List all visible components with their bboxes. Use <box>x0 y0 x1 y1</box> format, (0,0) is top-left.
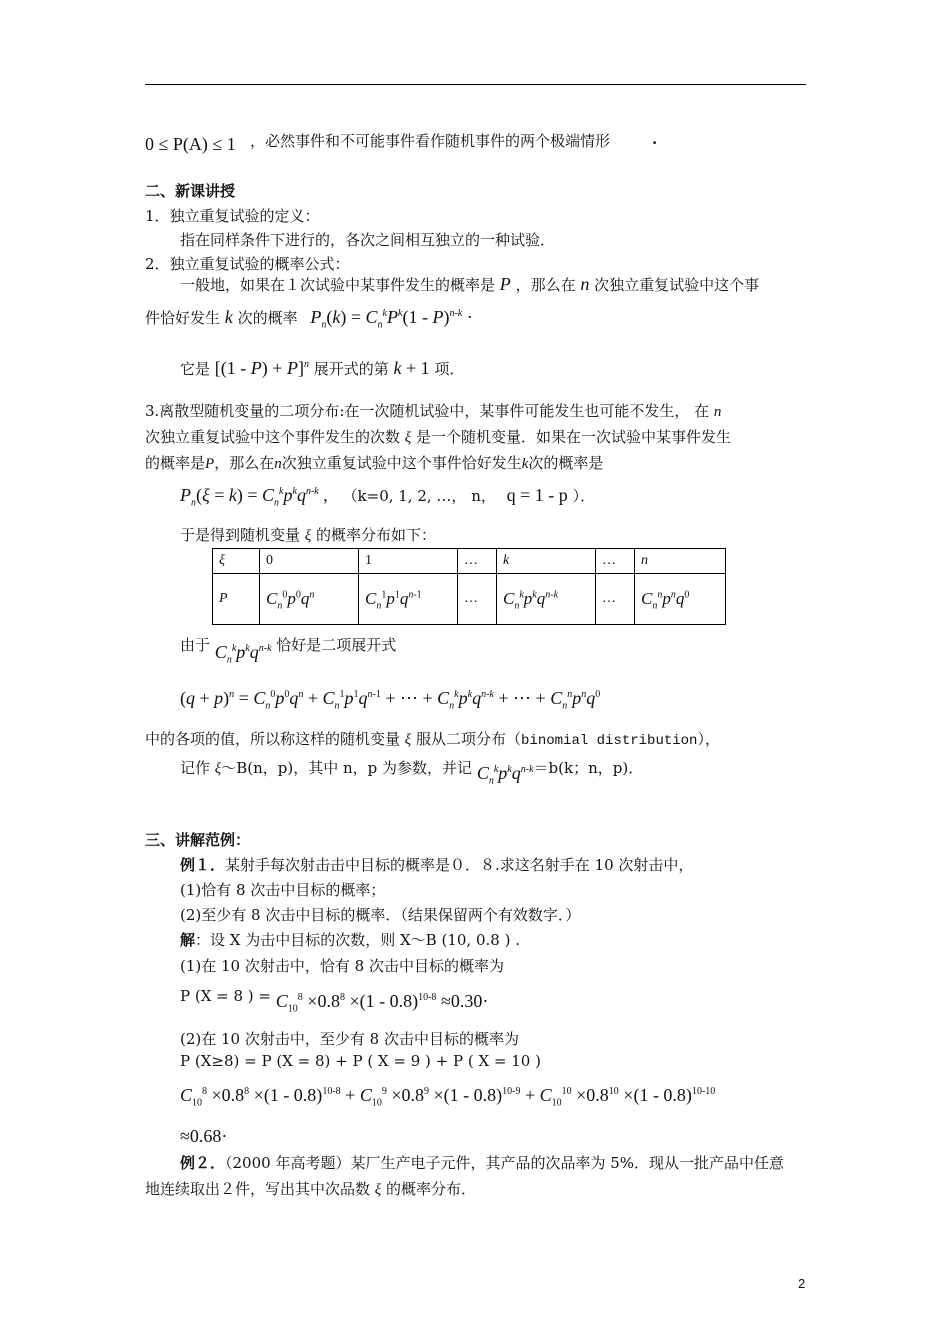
ex2-text: （2000 年高考题）某厂生产电子元件，其产品的次品率为 5%．现从一批产品中任意 <box>225 1154 785 1172</box>
table-cell: 1 <box>359 549 458 574</box>
binom-term: binomial distribution <box>521 733 698 749</box>
ex2-text2-b: 的概率分布． <box>386 1180 477 1198</box>
ex2-line2: 地连续取出２件，写出其中次品数 ξ 的概率分布． <box>145 1180 477 1198</box>
ex2-text2-a: 地连续取出２件，写出其中次品数 <box>145 1180 371 1198</box>
item2-title: 2．独立重复试验的概率公式： <box>145 255 350 273</box>
table-intro-b: 的概率分布如下： <box>316 526 437 544</box>
section3-title: 三、讲解范例： <box>145 831 251 849</box>
ex1-line <box>180 854 693 875</box>
item3-line3: 的概率是P，那么在n次独立重复试验中这个事件恰好发生k次的概率是 <box>145 454 604 472</box>
binom-c: 中的各项的值，所以称这样的随机变量 <box>145 730 401 748</box>
ex1-text: 某射手每次射击击中目标的概率是０．８.求这名射手在 10 次射击中， <box>225 856 694 874</box>
solution-line <box>180 929 520 950</box>
sol2-result: ≈0.68· <box>180 1126 228 1146</box>
binom-intro: 由于 $C_n^kp^kq^{n-k}$ 恰好是二项展开式 <box>180 636 397 666</box>
item2-line2-a: 件恰好发生 <box>145 309 221 327</box>
distribution-table <box>212 548 726 625</box>
ex1-q2: (2)至少有 8 次击中目标的概率．（结果保留两个有效数字．） <box>180 906 581 924</box>
table-intro-a: 于是得到随机变量 <box>180 526 301 544</box>
sol2-line: (2)在 10 次射击中，至少有 8 次击中目标的概率为 <box>180 1030 519 1048</box>
table-cell: $C_n^1p^1q^{n-1}$ <box>359 574 458 625</box>
table-cell: $C_n^0p^0q^n$ <box>260 574 359 625</box>
formula-range: （k=0, 1, 2, …， n， <box>342 487 496 505</box>
table-cell: n <box>635 549 726 574</box>
period-mark: . <box>652 130 658 148</box>
item3-line1: 3.离散型随机变量的二项分布:在一次随机试验中，某事件可能发生也可能不发生， 在 n <box>145 402 722 420</box>
item2-line3: 它是 $[(1 - P) + P]^n$ 展开式的第 k + 1 项． <box>180 358 465 378</box>
sol1-line: (1)在 10 次射击中，恰有 8 次击中目标的概率为 <box>180 957 504 975</box>
sol1-result: ≈0.30 <box>440 991 483 1011</box>
ex2-label: 例２． <box>180 1154 226 1172</box>
item2-line3-a: 它是 <box>180 360 211 378</box>
table-cell: $C_n^kp^kq^{n-k}$ <box>497 574 596 625</box>
table-value-row <box>213 574 726 625</box>
notation-c: ＝b(k；n，p)． <box>533 759 644 777</box>
item3-line3-c: 次独立重复试验中这个事件恰好发生 <box>281 454 522 472</box>
notation-a: 记作 <box>180 759 211 777</box>
table-intro: 于是得到随机变量 ξ 的概率分布如下： <box>180 526 437 544</box>
notation-line: 记作 ξ～B(n，p)，其中 n，p 为参数，并记 $C_n^kp^kq^{n-k}=b(k$；n，p)． <box>180 759 644 787</box>
binom-e: ）， <box>697 730 720 748</box>
prob-range-text: ，必然事件和不可能事件看作随机事件的两个极端情形 <box>250 132 611 150</box>
table-header-row <box>213 549 726 574</box>
item3-line2-b: 是一个随机变量．如果在一次试验中某事件发生 <box>416 428 732 446</box>
item2-line3-b: 展开式的第 <box>313 360 389 378</box>
item2-line2-b: 次的概率 <box>237 309 298 327</box>
item3-line3-b: ，那么在 <box>214 454 275 472</box>
item2-line1: 一般地，如果在１次试验中某事件发生的概率是 P ，那么在 n 次独立重复试验中这个事 <box>180 274 760 294</box>
header-rule <box>145 84 806 85</box>
item3-line3-d: 次的概率是 <box>528 454 604 472</box>
notation-b: ～B(n，p)，其中 n，p 为参数，并记 <box>221 759 473 777</box>
table-cell: … <box>596 549 635 574</box>
table-cell: k <box>497 549 596 574</box>
item2-line3-c: 项． <box>434 360 465 378</box>
item1-title: 1．独立重复试验的定义： <box>145 207 320 225</box>
item1-body: 指在同样条件下进行的，各次之间相互独立的一种试验． <box>180 231 556 249</box>
sol2-result-value: ≈0.68 <box>180 1126 222 1146</box>
formula-end: ）． <box>572 487 596 505</box>
ex1-label: 例１． <box>180 856 226 874</box>
formula-q: q = 1 - p <box>506 485 568 505</box>
page-number: 2 <box>798 1276 806 1291</box>
table-cell: P <box>213 574 260 625</box>
table-cell: … <box>596 574 635 625</box>
table-cell: ξ <box>213 549 260 574</box>
sol2-formula: $C_{10}^8 \times 0.8^8 \times(1 - 0.8)^{10-8} + C_{10}^9 \times 0.8^9 \times(1 - 0.8)^{10-9} + C_{10}^{10} \times 0.8^{10} \times(1 - 0.8)^{10-10}$ <box>180 1085 716 1109</box>
item2-line1-b: ，那么在 <box>515 276 576 294</box>
item3-line3-a: 的概率是 <box>145 454 206 472</box>
item2-line1-a: 一般地，如果在１次试验中某事件发生的概率是 <box>180 276 496 294</box>
prob-range-formula: 0 ≤ P(A) ≤ 1 <box>145 134 236 154</box>
item2-line1-c: 次独立重复试验中这个事 <box>594 276 760 294</box>
sol-text: ：设 X 为击中目标的次数，则 X～B (10, 0.8 ) . <box>195 931 520 949</box>
sol1-formula: P (X = 8 ) = $C_{10}^8 \times 0.8^8 \times(1 - 0.8)^{10-8} \approx 0.30\cdot$ <box>180 987 489 1015</box>
sol2-px: P (X≥8) = P (X = 8) + P ( X = 9 ) + P ( X = 10 ) <box>180 1052 541 1070</box>
binom-naming: 中的各项的值，所以称这样的随机变量 ξ 服从二项分布（binomial distribution）， <box>145 730 720 749</box>
item3-line2-a: 次独立重复试验中这个事件发生的次数 <box>145 428 401 446</box>
sol1-px: P (X = 8 ) = <box>180 987 271 1005</box>
sol-label: 解 <box>180 931 196 949</box>
table-cell: … <box>458 574 497 625</box>
ex2-line <box>180 1152 784 1173</box>
binomial-formula: $P_n(\xi = k) = C_n^kp^kq^{n-k}$ , （k=0, 1, 2, …， n， q = 1 - p ）． <box>180 485 596 509</box>
binom-d: 服从二项分布（ <box>416 730 522 748</box>
item3-line1-text: 3.离散型随机变量的二项分布:在一次随机试验中，某事件可能发生也可能不发生， 在 <box>145 402 710 420</box>
table-cell: $C_n^np^nq^0$ <box>635 574 726 625</box>
binom-a: 由于 <box>180 636 211 654</box>
ex1-q1: (1)恰有 8 次击中目标的概率； <box>180 881 386 899</box>
item3-line2: 次独立重复试验中这个事件发生的次数 ξ 是一个随机变量．如果在一次试验中某事件发生 <box>145 428 732 446</box>
table-cell: 0 <box>260 549 359 574</box>
section2-title: 二、新课讲授 <box>145 182 236 200</box>
table-cell: … <box>458 549 497 574</box>
binom-b: 恰好是二项展开式 <box>276 636 397 654</box>
item2-line2: 件恰好发生 k 次的概率 $P_n(k) = C_n^kP^k(1 - P)^{n-k}$ · <box>145 307 473 331</box>
binomial-expansion: $(q + p)^n = C_n^0p^0q^n + C_n^1p^1q^{n-1}$ + ⋯ + $C_n^kp^kq^{n-k}$ + ⋯ + $C_n^np^nq^0$ <box>180 688 601 712</box>
